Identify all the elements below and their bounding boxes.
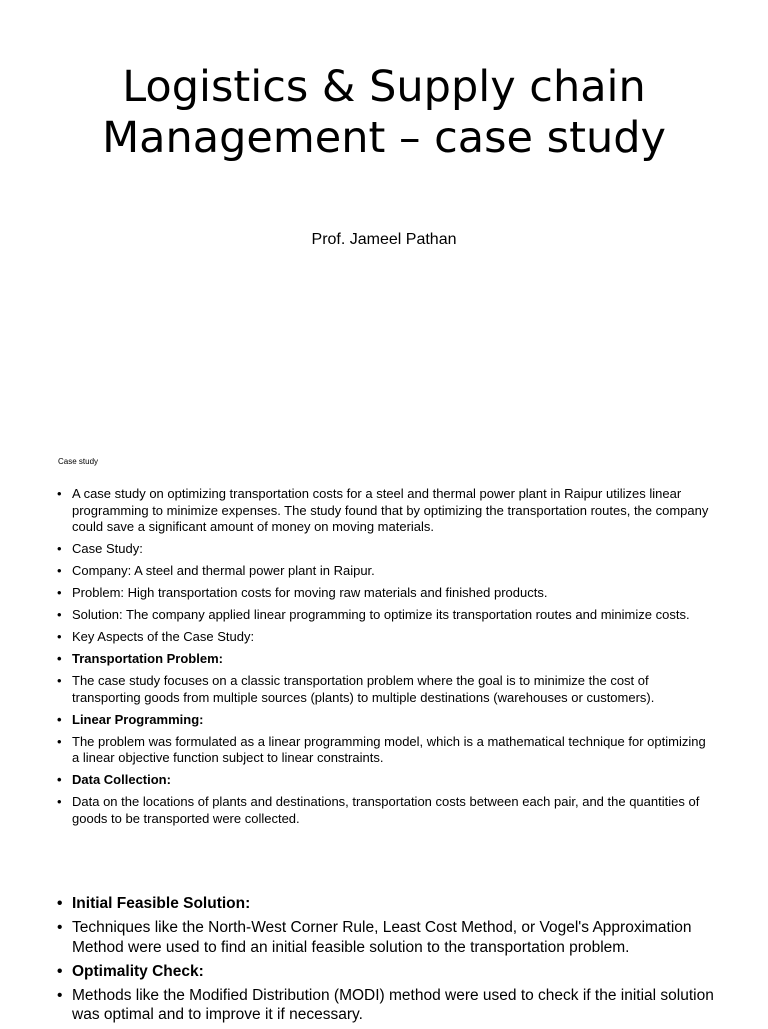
bullet-item: • Key Aspects of the Case Study: <box>54 629 714 646</box>
bullet-item: • Company: A steel and thermal power plant in Raipur. <box>54 563 714 580</box>
bullet-heading: • Data Collection: <box>54 772 714 789</box>
next-slide-bullet-list <box>54 894 724 1029</box>
bullet-item: • Case Study: <box>54 541 714 558</box>
bullet-item: • Data on the locations of plants and destinations, transportation costs between each pair, and the quantities of goods to be transported were collected. <box>54 794 714 827</box>
bullet-heading: • Transportation Problem: <box>54 651 714 668</box>
bullet-heading: • Linear Programming: <box>54 712 714 729</box>
bullet-item: • Methods like the Modified Distribution (MODI) method were used to check if the initial solution was optimal and to improve it if necessary. <box>54 986 724 1025</box>
bullet-heading: • Initial Feasible Solution: <box>54 894 724 914</box>
bullet-item: • Problem: High transportation costs for moving raw materials and finished products. <box>54 585 714 602</box>
case-study-bullet-list <box>54 486 714 833</box>
bullet-item: • The case study focuses on a classic transportation problem where the goal is to minimize the cost of transporting goods from multiple sources (plants) to multiple destinations (warehouses or customers). <box>54 673 714 706</box>
slide-title: Logistics & Supply chain Management – case study <box>102 62 666 163</box>
slide-subtitle: Prof. Jameel Pathan <box>311 231 457 248</box>
bullet-item: • A case study on optimizing transportation costs for a steel and thermal power plant in Raipur utilizes linear programming to minimize expenses. The study found that by optimizing the transportation routes, the company could save a significant amount of money on moving materials. <box>54 486 714 536</box>
bullet-heading: • Optimality Check: <box>54 962 724 982</box>
bullet-item: • Techniques like the North-West Corner Rule, Least Cost Method, or Vogel's Approximation Method were used to find an initial feasible solution to the transportation problem. <box>54 918 724 957</box>
bullet-item: • The problem was formulated as a linear programming model, which is a mathematical technique for optimizing a linear objective function subject to linear constraints. <box>54 734 714 767</box>
bullet-item: • Solution: The company applied linear programming to optimize its transportation routes and minimize costs. <box>54 607 714 624</box>
slide-label: Case study <box>58 457 99 466</box>
